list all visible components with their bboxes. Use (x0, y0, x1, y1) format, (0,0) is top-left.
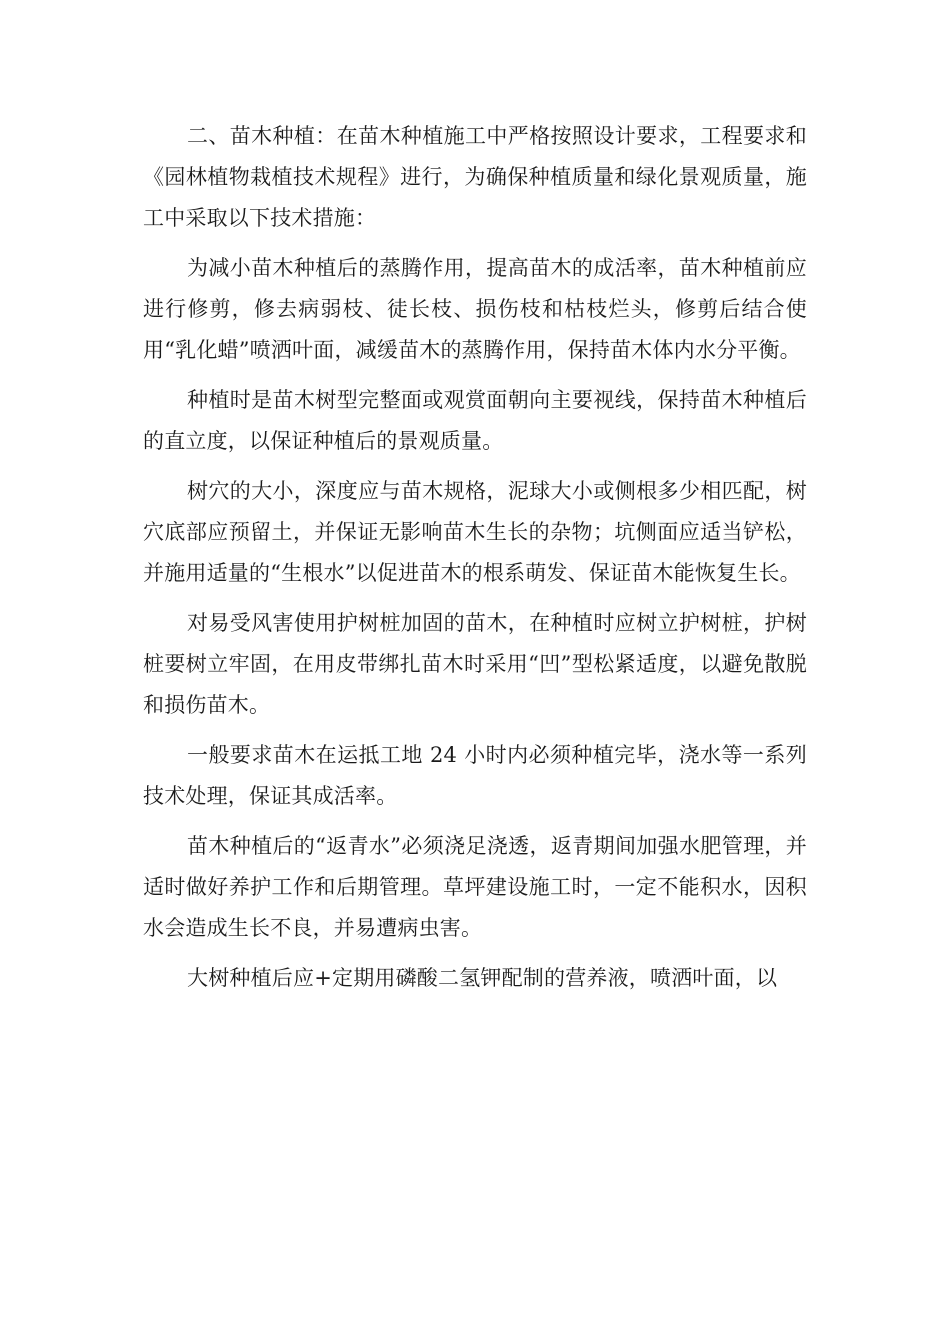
document-body (143, 116, 807, 1008)
paragraph-orientation: 种植时是苗木树型完整面或观赏面朝向主要视线，保持苗木种植后的直立度，以保证种植后的景观质量。 (143, 388, 807, 453)
paragraph-large-tree: 大树种植后应+定期用磷酸二氢钾配制的营养液，喷洒叶面，以 (187, 966, 778, 990)
paragraph-24-hours: 一般要求苗木在运抵工地 24 小时内必须种植完毕，浇水等一系列技术处理，保证其成活率。 (143, 743, 807, 808)
paragraph-planting-pit: 树穴的大小，深度应与苗木规格，泥球大小或侧根多少相匹配，树穴底部应预留土，并保证无影响苗木生长的杂物；坑侧面应适当铲松，并施用适量的“生根水”以促进苗木的根系萌发、保证苗木能恢复生长。 (143, 479, 807, 585)
paragraph-pruning: 为减小苗木种植后的蒸腾作用，提高苗木的成活率，苗木种植前应进行修剪，修去病弱枝、徒长枝、损伤枝和枯枝烂头，修剪后结合使用“乳化蜡”喷洒叶面，减缓苗木的蒸腾作用，保持苗木体内水分平衡。 (143, 256, 807, 362)
paragraph-planting-intro: 二、苗木种植：在苗木种植施工中严格按照设计要求，工程要求和《园林植物栽植技术规程》进行，为确保种植质量和绿化景观质量，施工中采取以下技术措施： (143, 124, 807, 230)
paragraph-tree-stake: 对易受风害使用护树桩加固的苗木，在种植时应树立护树桩，护树桩要树立牢固，在用皮带绑扎苗木时采用“凹”型松紧适度，以避免散脱和损伤苗木。 (143, 611, 807, 717)
paragraph-watering: 苗木种植后的“返青水”必须浇足浇透，返青期间加强水肥管理，并适时做好养护工作和后期管理。草坪建设施工时，一定不能积水，因积水会造成生长不良，并易遭病虫害。 (143, 834, 807, 940)
